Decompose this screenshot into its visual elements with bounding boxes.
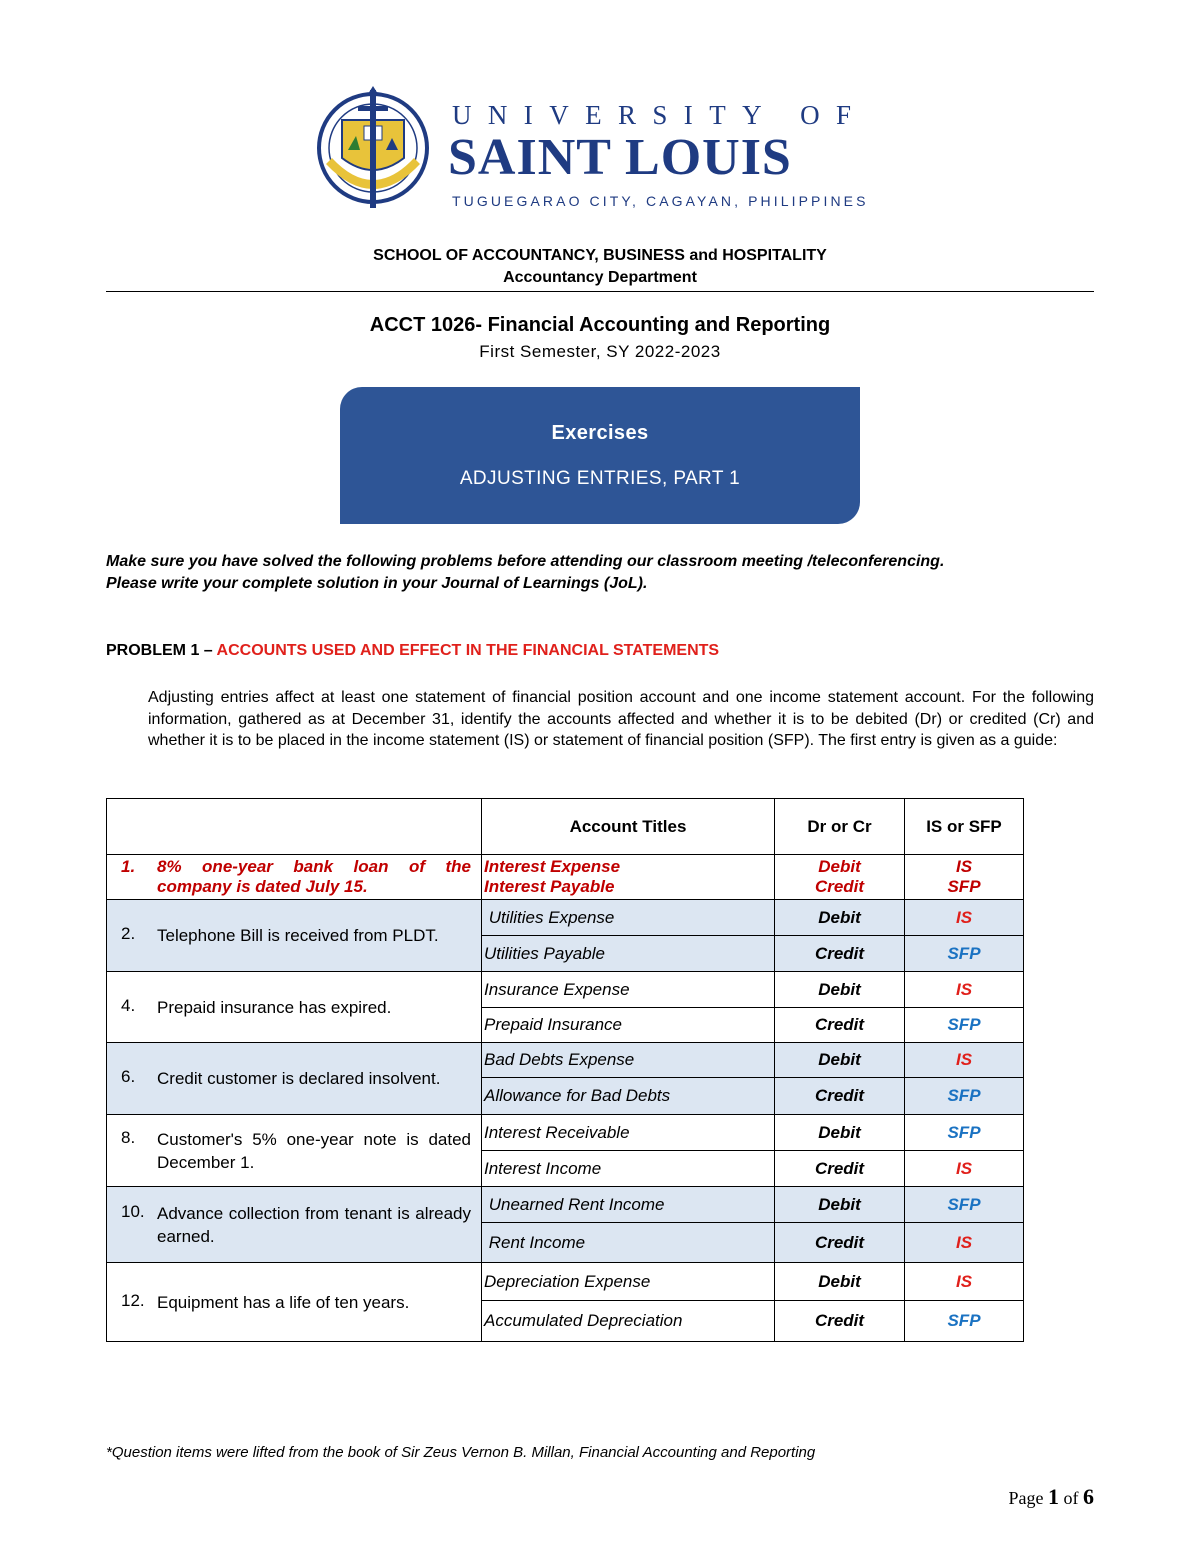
footnote: *Question items were lifted from the book of Sir Zeus Vernon B. Millan, Financial Accounting and Reporting [106,1444,816,1461]
table-row [107,1115,1024,1151]
classification-cell: SFP [905,1008,1024,1043]
banner-title: Exercises [551,422,649,444]
banner-subtitle: ADJUSTING ENTRIES, PART 1 [459,468,741,489]
university-seal-logo [312,86,434,214]
example-account-2: Interest Payable [484,877,615,896]
course-title: ACCT 1026- Financial Accounting and Reporting [369,314,831,336]
dr-cr-cell: Debit [775,1043,905,1078]
dr-cr-cell: Credit [775,1078,905,1115]
dr-cr-cell: Credit [775,1301,905,1342]
problem-title: ACCOUNTS USED AND EFFECT IN THE FINANCIAL STATEMENTS [216,642,720,659]
item-text: Equipment has a life of ten years. [157,1292,410,1312]
header-blank [107,799,482,855]
item-description [107,900,482,972]
problem-heading [106,642,719,660]
problem-description: Adjusting entries affect at least one statement of financial position account and one income statement account. For the following information, gathered as at December 31, identify the accounts affected and whether it is to be debited (Dr) or credited (Cr) and whether it is to be placed in the income statement (IS) or statement of financial position (SFP). The first entry is given as a guide: [148,689,1094,749]
classification-cell: IS [905,900,1024,936]
classification-cell: IS [905,1043,1024,1078]
item-number: 12. [121,1290,145,1310]
item-description [107,1263,482,1342]
dr-cr-cell: Debit [775,972,905,1008]
item-text: Telephone Bill is received from PLDT. [157,926,439,945]
account-title-cell: Unearned Rent Income [482,1187,775,1223]
example-drcr-1: Debit [818,857,861,876]
header-account-titles: Account Titles [482,799,775,855]
dr-cr-cell: Credit [775,1008,905,1043]
example-accounts [482,855,775,900]
item-description [107,972,482,1043]
dr-cr-cell: Debit [775,900,905,936]
item-text: Advance collection from tenant is already earned. [157,1203,471,1246]
item-number: 4. [121,995,136,1015]
page-number [1009,1484,1095,1510]
problem-label: PROBLEM 1 – [106,642,217,659]
page-prefix: Page [1008,1488,1048,1508]
item-text: Credit customer is declared insolvent. [157,1069,441,1088]
example-account-1: Interest Expense [484,857,621,876]
dr-cr-cell: Debit [775,1263,905,1301]
classification-cell: SFP [905,1115,1024,1151]
table-row [107,972,1024,1008]
item-number: 2. [121,924,136,943]
dr-cr-cell: Credit [775,1151,905,1187]
adjusting-entries-table [106,798,1024,1342]
account-title-cell: Depreciation Expense [482,1263,775,1301]
example-class-2: SFP [947,877,981,896]
classification-cell: SFP [905,1078,1024,1115]
account-title-cell: Rent Income [482,1223,775,1263]
account-title-cell: Bad Debts Expense [482,1043,775,1078]
table-row [107,1043,1024,1078]
classification-cell: IS [905,1263,1024,1301]
example-row [107,855,1024,900]
dr-cr-cell: Debit [775,1115,905,1151]
item-number: 10. [121,1201,145,1221]
exercise-banner [340,387,860,524]
dr-cr-cell: Debit [775,1187,905,1223]
example-class-1: IS [955,857,973,876]
account-title-cell: Interest Receivable [482,1115,775,1151]
page-of: of [1059,1488,1083,1508]
item-text: Customer's 5% one-year note is dated December 1. [157,1129,471,1172]
example-dr-cr [775,855,905,900]
account-title-cell: Accumulated Depreciation [482,1301,775,1342]
classification-cell: SFP [905,1187,1024,1223]
classification-cell: SFP [905,936,1024,972]
example-description [107,855,482,900]
table-row [107,1187,1024,1223]
header-divider [106,291,1094,292]
item-description [107,1115,482,1187]
university-location: TUGUEGARAO CITY, CAGAYAN, PHILIPPINES [452,193,869,209]
dr-cr-cell: Credit [775,1223,905,1263]
table-row [107,900,1024,936]
semester-label: First Semester, SY 2022-2023 [479,342,721,361]
account-title-cell: Insurance Expense [482,972,775,1008]
example-classification [905,855,1024,900]
item-number: 6. [121,1067,136,1086]
item-number: 8. [121,1127,136,1147]
example-text: 8% one-year bank loan of the company is dated July 15. [157,857,471,896]
instructions-text: Make sure you have solved the following problems before attending our classroom meeting /teleconferencing. Please write your complete solution in your Journal of Learnings (JoL). [106,553,945,592]
item-description [107,1043,482,1115]
university-name-line2: SAINT LOUIS [448,129,792,186]
item-text: Prepaid insurance has expired. [157,997,392,1017]
header-is-sfp: IS or SFP [905,799,1024,855]
account-title-cell: Utilities Payable [482,936,775,972]
dr-cr-cell: Credit [775,936,905,972]
table-header-row [107,799,1024,855]
item-rows [107,900,1024,1342]
example-number: 1. [121,857,136,876]
account-title-cell: Utilities Expense [482,900,775,936]
classification-cell: IS [905,1151,1024,1187]
example-drcr-2: Credit [814,877,865,896]
classification-cell: IS [905,1223,1024,1263]
school-name: SCHOOL OF ACCOUNTANCY, BUSINESS and HOSPITALITY [373,247,827,264]
classification-cell: SFP [905,1301,1024,1342]
account-title-cell: Prepaid Insurance [482,1008,775,1043]
university-name-line1: UNIVERSITY OF [452,100,868,130]
account-title-cell: Allowance for Bad Debts [482,1078,775,1115]
department-name: Accountancy Department [503,269,697,286]
item-description [107,1187,482,1263]
page-total: 6 [1083,1484,1094,1509]
header-dr-cr: Dr or Cr [775,799,905,855]
classification-cell: IS [905,972,1024,1008]
page-current: 1 [1048,1484,1059,1509]
account-title-cell: Interest Income [482,1151,775,1187]
table-row [107,1263,1024,1301]
